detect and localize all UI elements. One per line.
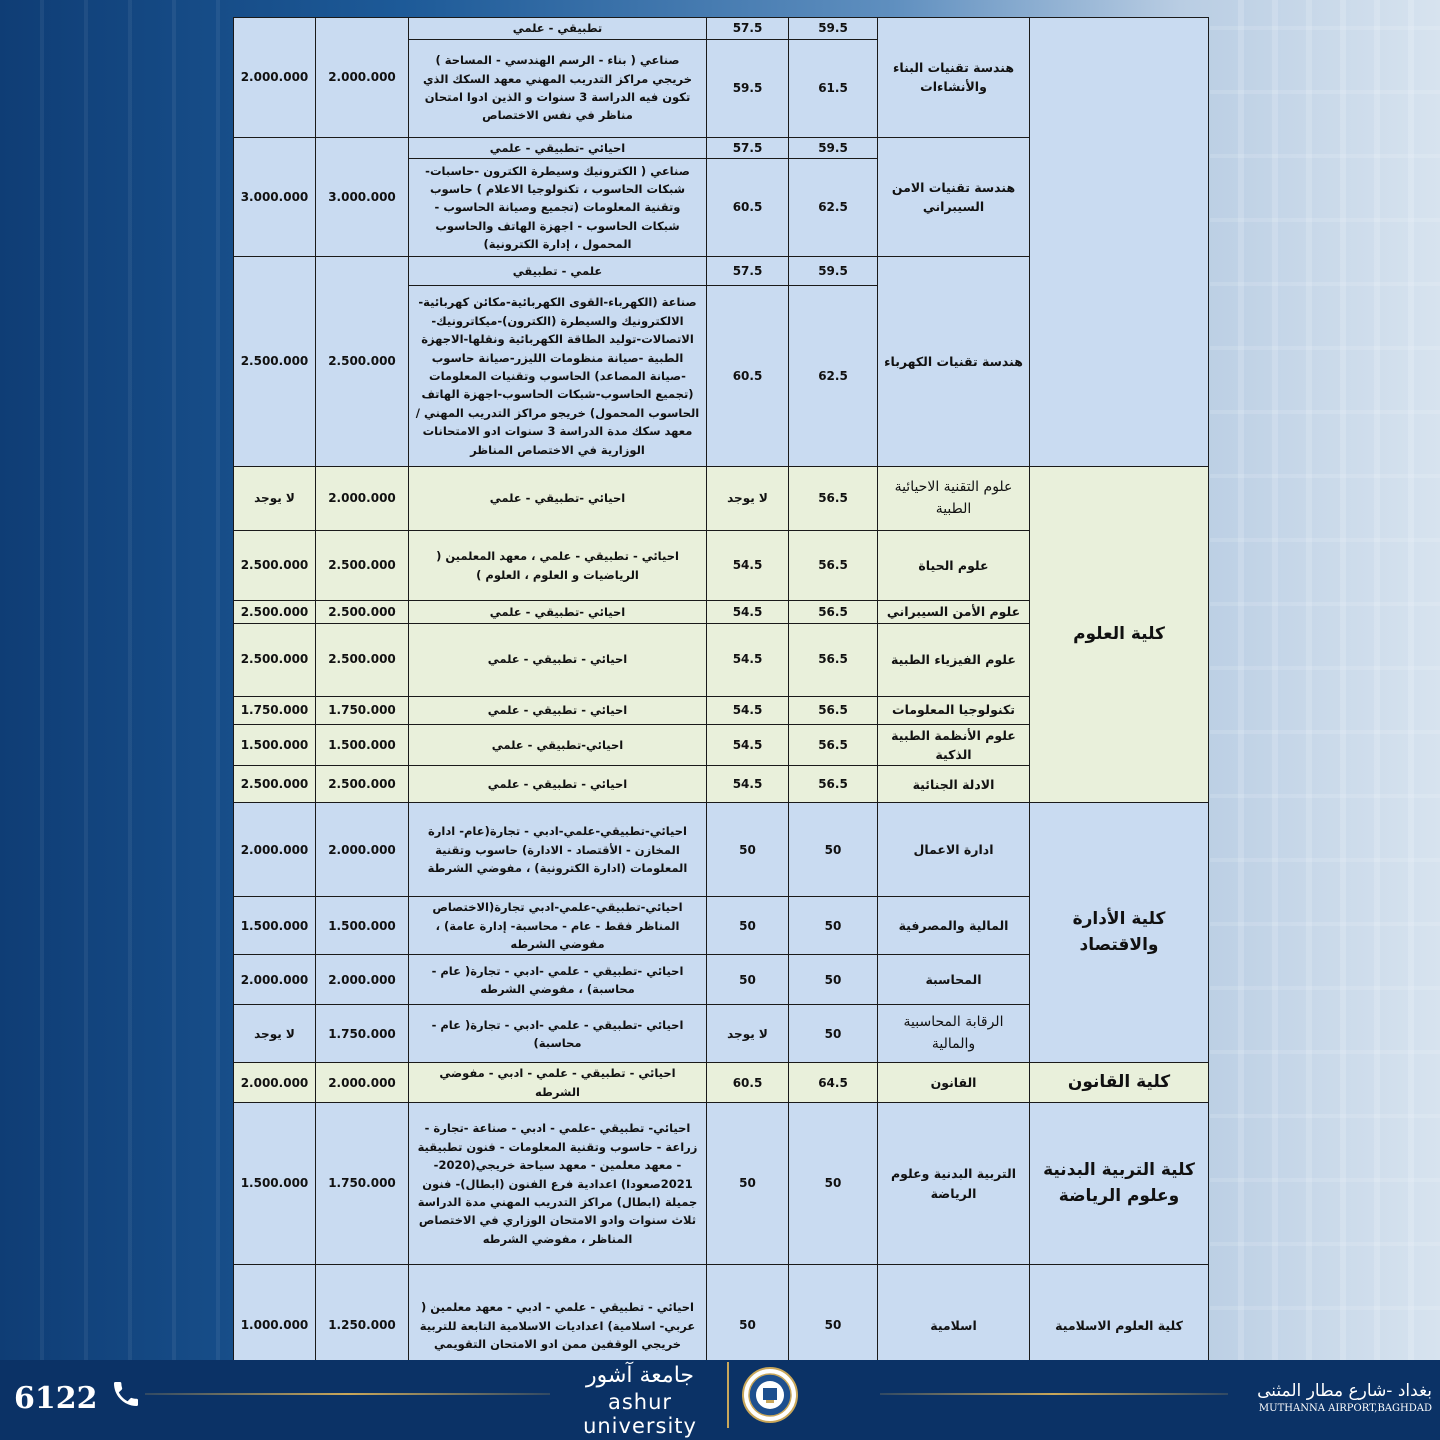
requirement-cell: احيائي - تطبيقي - علمي - ادبي - معهد معلمين ( عربي- اسلامية) اعداديات الاسلامية التابعة للتربية خريجي الوقفين ممن ادو الامتحان التقويمي bbox=[409, 1265, 707, 1387]
address-en: MUTHANNA AIRPORT,BAGHDAD bbox=[1258, 1403, 1432, 1414]
min-morning-cell: 50 bbox=[789, 955, 878, 1005]
department-cell: علوم الفيزياء الطبية bbox=[878, 623, 1030, 696]
min-morning-cell: 50 bbox=[789, 1005, 878, 1063]
fee-evening-cell: 2.500.000 bbox=[234, 623, 316, 696]
min-morning-cell: 56.5 bbox=[789, 766, 878, 803]
min-evening-cell: لا يوجد bbox=[707, 467, 789, 531]
background-cuneiform-pattern bbox=[1210, 0, 1440, 1370]
fee-evening-cell: 2.000.000 bbox=[234, 955, 316, 1005]
fee-morning-cell: 2.500.000 bbox=[316, 531, 409, 601]
min-morning-cell: 56.5 bbox=[789, 724, 878, 766]
requirement-cell: احيائي - تطبيقي - علمي - ادبي - مفوضي الشرطه bbox=[409, 1063, 707, 1103]
department-cell: القانون bbox=[878, 1063, 1030, 1103]
requirement-cell: احيائي - تطبيقي - علمي bbox=[409, 623, 707, 696]
footer-separator bbox=[727, 1362, 729, 1428]
min-evening-cell: 50 bbox=[707, 955, 789, 1005]
min-evening-cell: 54.5 bbox=[707, 601, 789, 623]
requirement-cell: تطبيقي - علمي bbox=[409, 18, 707, 40]
fee-morning-cell: 3.000.000 bbox=[316, 137, 409, 257]
min-evening-cell: 60.5 bbox=[707, 159, 789, 257]
requirement-cell: احيائي -تطبيقي - علمي bbox=[409, 467, 707, 531]
table-row bbox=[234, 467, 1209, 531]
fee-morning-cell: 2.000.000 bbox=[316, 803, 409, 897]
fee-evening-cell: 1.500.000 bbox=[234, 1103, 316, 1265]
min-morning-cell: 56.5 bbox=[789, 623, 878, 696]
min-morning-cell: 59.5 bbox=[789, 257, 878, 286]
fee-evening-cell: 1.000.000 bbox=[234, 1265, 316, 1387]
department-cell: علوم الأنظمة الطبية الذكية bbox=[878, 724, 1030, 766]
table-row bbox=[234, 803, 1209, 897]
department-cell: الادلة الجنائية bbox=[878, 766, 1030, 803]
requirement-cell: احيائي-تطبيقي-علمي-ادبي - تجارة(عام- ادارة المخازن - الأقتصاد - الادارة) حاسوب وتقنية المعلومات (ادارة الكترونية) ، مفوضي الشرطة bbox=[409, 803, 707, 897]
department-cell: علوم الأمن السيبراني bbox=[878, 601, 1030, 623]
min-evening-cell: 59.5 bbox=[707, 39, 789, 137]
department-cell: تكنولوجيا المعلومات bbox=[878, 696, 1030, 724]
min-morning-cell: 62.5 bbox=[789, 286, 878, 467]
min-morning-cell: 50 bbox=[789, 803, 878, 897]
fee-evening-cell: 2.000.000 bbox=[234, 18, 316, 138]
fee-morning-cell: 2.000.000 bbox=[316, 955, 409, 1005]
department-cell: هندسة تقنيات الامن السيبراني bbox=[878, 137, 1030, 257]
min-morning-cell: 56.5 bbox=[789, 601, 878, 623]
fee-morning-cell: 1.750.000 bbox=[316, 1005, 409, 1063]
background-decoration-left bbox=[0, 0, 232, 1370]
department-cell: المحاسبة bbox=[878, 955, 1030, 1005]
min-evening-cell: 57.5 bbox=[707, 257, 789, 286]
fee-evening-cell: 3.000.000 bbox=[234, 137, 316, 257]
college-cell: كلية العلوم bbox=[1030, 467, 1209, 803]
footer-divider-right bbox=[880, 1393, 1228, 1395]
min-evening-cell: 54.5 bbox=[707, 766, 789, 803]
fee-morning-cell: 1.750.000 bbox=[316, 696, 409, 724]
min-evening-cell: 50 bbox=[707, 1103, 789, 1265]
admissions-table bbox=[233, 17, 1209, 1387]
department-cell: هندسة تقنيات البناء والأنشاءات bbox=[878, 18, 1030, 138]
min-evening-cell: 57.5 bbox=[707, 137, 789, 159]
footer-bar bbox=[0, 1360, 1440, 1440]
college-cell: كلية العلوم الاسلامية bbox=[1030, 1265, 1209, 1387]
fee-evening-cell: 2.500.000 bbox=[234, 531, 316, 601]
footer-divider-left bbox=[145, 1393, 550, 1395]
college-cell: كلية الأدارة والاقتصاد bbox=[1030, 803, 1209, 1063]
department-cell: ادارة الاعمال bbox=[878, 803, 1030, 897]
min-morning-cell: 59.5 bbox=[789, 18, 878, 40]
requirement-cell: احيائي- تطبيقي -علمي - ادبي - صناعة -تجارة - زراعة - حاسوب وتقنية المعلومات - فنون تطبيقية - معهد معلمين - معهد سياحة خريجي(2020-2021صعودا) اعدادية فرع الفنون (ابطال)- فنون جميلة (ابطال) مراكز التدريب المهني مدة الدراسة ثلاث سنوات وادو الامتحان الوزاري في الاختصاص المناظر ، مفوضي الشرطه bbox=[409, 1103, 707, 1265]
department-cell: علوم الحياة bbox=[878, 531, 1030, 601]
fee-evening-cell: 2.500.000 bbox=[234, 766, 316, 803]
requirement-cell: احيائي - تطبيقي - علمي bbox=[409, 766, 707, 803]
department-cell: علوم التقنية الاحيائية الطبية bbox=[878, 467, 1030, 531]
requirement-cell: احيائي-تطبيقي - علمي bbox=[409, 724, 707, 766]
requirement-cell: احيائي -تطبيقي - علمي -ادبي - تجارة( عام - محاسبة) bbox=[409, 1005, 707, 1063]
requirement-cell: احيائي - تطبيقي - علمي ، معهد المعلمين ( الرياضيات و العلوم ، العلوم ) bbox=[409, 531, 707, 601]
address-ar: بغداد -شارع مطار المثنى bbox=[1257, 1381, 1432, 1401]
college-cell: كلية القانون bbox=[1030, 1063, 1209, 1103]
fee-morning-cell: 1.500.000 bbox=[316, 897, 409, 955]
fee-evening-cell: 1.500.000 bbox=[234, 724, 316, 766]
table-row bbox=[234, 1103, 1209, 1265]
university-name-ar: جامعة آشور bbox=[585, 1363, 695, 1388]
fee-evening-cell: 2.000.000 bbox=[234, 1063, 316, 1103]
department-cell: اسلامية bbox=[878, 1265, 1030, 1387]
min-evening-cell: 50 bbox=[707, 803, 789, 897]
min-morning-cell: 50 bbox=[789, 897, 878, 955]
min-morning-cell: 62.5 bbox=[789, 159, 878, 257]
fee-evening-cell: لا يوجد bbox=[234, 1005, 316, 1063]
fee-morning-cell: 2.500.000 bbox=[316, 601, 409, 623]
fee-evening-cell: 1.750.000 bbox=[234, 696, 316, 724]
table-row bbox=[234, 1063, 1209, 1103]
requirement-cell: احيائي - تطبيقي - علمي bbox=[409, 696, 707, 724]
fee-evening-cell: 2.000.000 bbox=[234, 803, 316, 897]
min-evening-cell: 57.5 bbox=[707, 18, 789, 40]
university-wordmark bbox=[560, 1362, 720, 1438]
requirement-cell: احيائي -تطبيقي - علمي bbox=[409, 137, 707, 159]
phone-number: 6122 bbox=[14, 1380, 98, 1416]
min-evening-cell: 54.5 bbox=[707, 623, 789, 696]
fee-evening-cell: 1.500.000 bbox=[234, 897, 316, 955]
fee-morning-cell: 1.750.000 bbox=[316, 1103, 409, 1265]
requirement-cell: احيائي-تطبيقي-علمي-ادبي تجارة(الاختصاص المناظر فقط - عام - محاسبة- إدارة عامة) ، مفوضي الشرطه bbox=[409, 897, 707, 955]
phone-contact[interactable] bbox=[14, 1378, 142, 1418]
min-morning-cell: 56.5 bbox=[789, 531, 878, 601]
fee-morning-cell: 2.500.000 bbox=[316, 766, 409, 803]
min-morning-cell: 56.5 bbox=[789, 696, 878, 724]
min-evening-cell: 60.5 bbox=[707, 286, 789, 467]
table-row bbox=[234, 18, 1209, 40]
college-cell bbox=[1030, 18, 1209, 467]
requirement-cell: احيائي -تطبيقي - علمي bbox=[409, 601, 707, 623]
address-block bbox=[1240, 1380, 1432, 1416]
min-evening-cell: 54.5 bbox=[707, 531, 789, 601]
fee-morning-cell: 2.000.000 bbox=[316, 18, 409, 138]
fee-morning-cell: 2.500.000 bbox=[316, 623, 409, 696]
min-morning-cell: 56.5 bbox=[789, 467, 878, 531]
min-evening-cell: 50 bbox=[707, 1265, 789, 1387]
fee-morning-cell: 1.250.000 bbox=[316, 1265, 409, 1387]
min-evening-cell: 54.5 bbox=[707, 696, 789, 724]
department-cell: المالية والمصرفية bbox=[878, 897, 1030, 955]
department-cell: هندسة تقنيات الكهرباء bbox=[878, 257, 1030, 467]
college-cell: كلية التربية البدنية وعلوم الرياضة bbox=[1030, 1103, 1209, 1265]
fee-evening-cell: 2.500.000 bbox=[234, 257, 316, 467]
fee-morning-cell: 2.000.000 bbox=[316, 467, 409, 531]
requirement-cell: علمي - تطبيقي bbox=[409, 257, 707, 286]
fee-evening-cell: لا يوجد bbox=[234, 467, 316, 531]
university-seal-icon bbox=[741, 1366, 799, 1424]
department-cell: الرقابة المحاسبية والمالية bbox=[878, 1005, 1030, 1063]
department-cell: التربية البدنية وعلوم الرياضة bbox=[878, 1103, 1030, 1265]
fee-morning-cell: 2.500.000 bbox=[316, 257, 409, 467]
min-morning-cell: 59.5 bbox=[789, 137, 878, 159]
requirement-cell: صناعي ( الكترونيك وسيطرة الكترون -حاسبات-شبكات الحاسوب ، تكنولوجيا الاعلام ) حاسوب وتقنية المعلومات (تجميع وصيانة الحاسوب - شبكات الحاسوب - اجهزة الهاتف والحاسوب المحمول ، إدارة الكترونية) bbox=[409, 159, 707, 257]
min-morning-cell: 50 bbox=[789, 1103, 878, 1265]
requirement-cell: احيائي -تطبيقي - علمي -ادبي - تجارة( عام - محاسبة) ، مفوضي الشرطه bbox=[409, 955, 707, 1005]
phone-icon bbox=[110, 1378, 142, 1418]
min-morning-cell: 61.5 bbox=[789, 39, 878, 137]
requirement-cell: صناعة (الكهرباء-القوى الكهربائية-مكائن كهربائية-الالكترونيك والسيطرة (الكترون)-ميكاترونيك-الاتصالات-توليد الطاقة الكهربائية ونقلها-الاجهزة الطبية -صيانة منظومات الليزر-صيانة حاسوب -صيانة المصاعد) الحاسوب وتقنيات المعلومات (تجميع الحاسوب-شبكات الحاسوب-اجهزة الهاتف الحاسوب المحمول) خريجو مراكز التدريب المهني /معهد سكك مدة الدراسة 3 سنوات ادو الامتحانات الوزارية في الاختصاص المناظر bbox=[409, 286, 707, 467]
fee-morning-cell: 1.500.000 bbox=[316, 724, 409, 766]
requirement-cell: صناعي ( بناء - الرسم الهندسي - المساحة ) خريجي مراكز التدريب المهني معهد السكك الذي تكون فيه الدراسة 3 سنوات و الذين ادوا امتحان مناظر في نفس الاختصاص bbox=[409, 39, 707, 137]
university-name-en: ashur university bbox=[583, 1390, 697, 1438]
min-evening-cell: 60.5 bbox=[707, 1063, 789, 1103]
min-evening-cell: 50 bbox=[707, 897, 789, 955]
min-morning-cell: 64.5 bbox=[789, 1063, 878, 1103]
admissions-table-sheet bbox=[233, 17, 1208, 1359]
fee-morning-cell: 2.000.000 bbox=[316, 1063, 409, 1103]
fee-evening-cell: 2.500.000 bbox=[234, 601, 316, 623]
min-evening-cell: 54.5 bbox=[707, 724, 789, 766]
min-evening-cell: لا يوجد bbox=[707, 1005, 789, 1063]
min-morning-cell: 50 bbox=[789, 1265, 878, 1387]
